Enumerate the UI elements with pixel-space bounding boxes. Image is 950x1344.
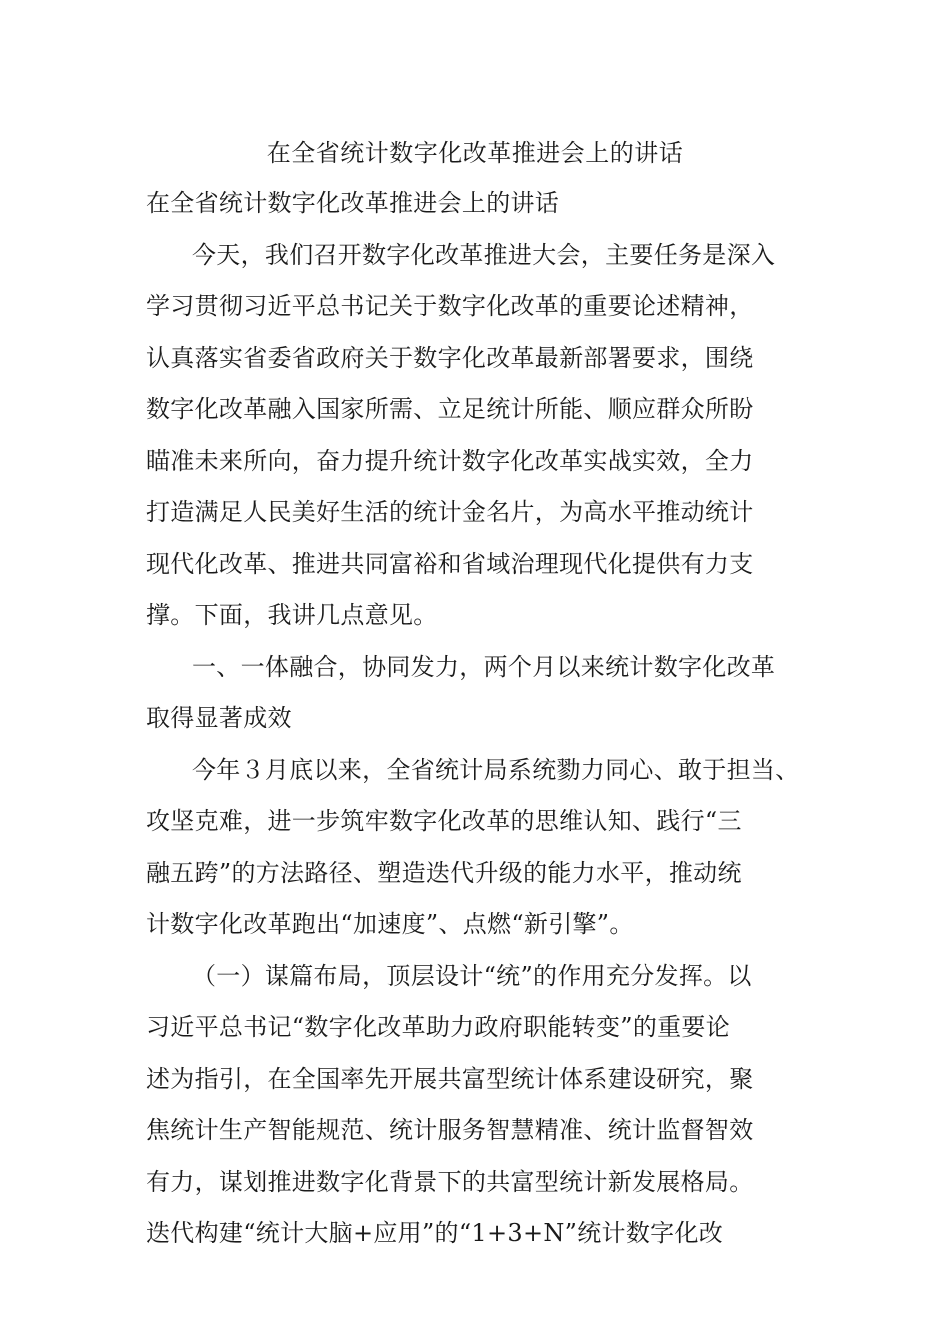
body-line: 数字化改革融入国家所需、立足统计所能、顺应群众所盼 [146,395,754,423]
body-line: 学习贯彻习近平总书记关于数字化改革的重要论述精神， [146,292,754,320]
body-line: 有力，谋划推进数字化背景下的共富型统计新发展格局。 [146,1167,754,1196]
body-line: 攻坚克难，进一步筑牢数字化改革的思维认知、践行“三 [146,807,742,835]
body-line: 迭代构建“统计大脑+应用”的“1+3+N”统计数字化改 [146,1219,724,1247]
body-line: 计数字化改革跑出“加速度”、点燃“新引擎”。 [146,910,634,938]
body-line: 述为指引，在全国率先开展共富型统计体系建设研究，聚 [146,1064,754,1093]
body-line: 撑。下面，我讲几点意见。 [146,601,438,629]
body-line: 认真落实省委省政府关于数字化改革最新部署要求，围绕 [146,343,754,372]
body-line: 融五跨”的方法路径、塑造迭代升级的能力水平，推动统 [146,858,742,887]
body-line: 打造满足人民美好生活的统计金名片，为高水平推动统计 [146,498,754,526]
body-line: 今年３月底以来，全省统计局系统勠力同心、敢于担当、 [192,755,800,784]
document-title: 在全省统计数字化改革推进会上的讲话 [266,139,684,167]
section-heading-line: 一、一体融合，协同发力，两个月以来统计数字化改革 [192,652,776,681]
section-heading-line: 取得显著成效 [146,704,292,732]
body-line: 在全省统计数字化改革推进会上的讲话 [146,189,560,217]
body-line: （一）谋篇布局，顶层设计“统”的作用充分发挥。以 [192,961,752,990]
body-line: 今天，我们召开数字化改革推进大会，主要任务是深入 [192,240,776,269]
body-line: 现代化改革、推进共同富裕和省域治理现代化提供有力支 [146,549,754,578]
body-line: 瞄准未来所向，奋力提升统计数字化改革实战实效，全力 [146,446,754,475]
document-body [146,178,816,1260]
body-line: 焦统计生产智能规范、统计服务智慧精准、统计监督智效 [146,1116,754,1144]
body-line: 习近平总书记“数字化改革助力政府职能转变”的重要论 [146,1013,731,1041]
